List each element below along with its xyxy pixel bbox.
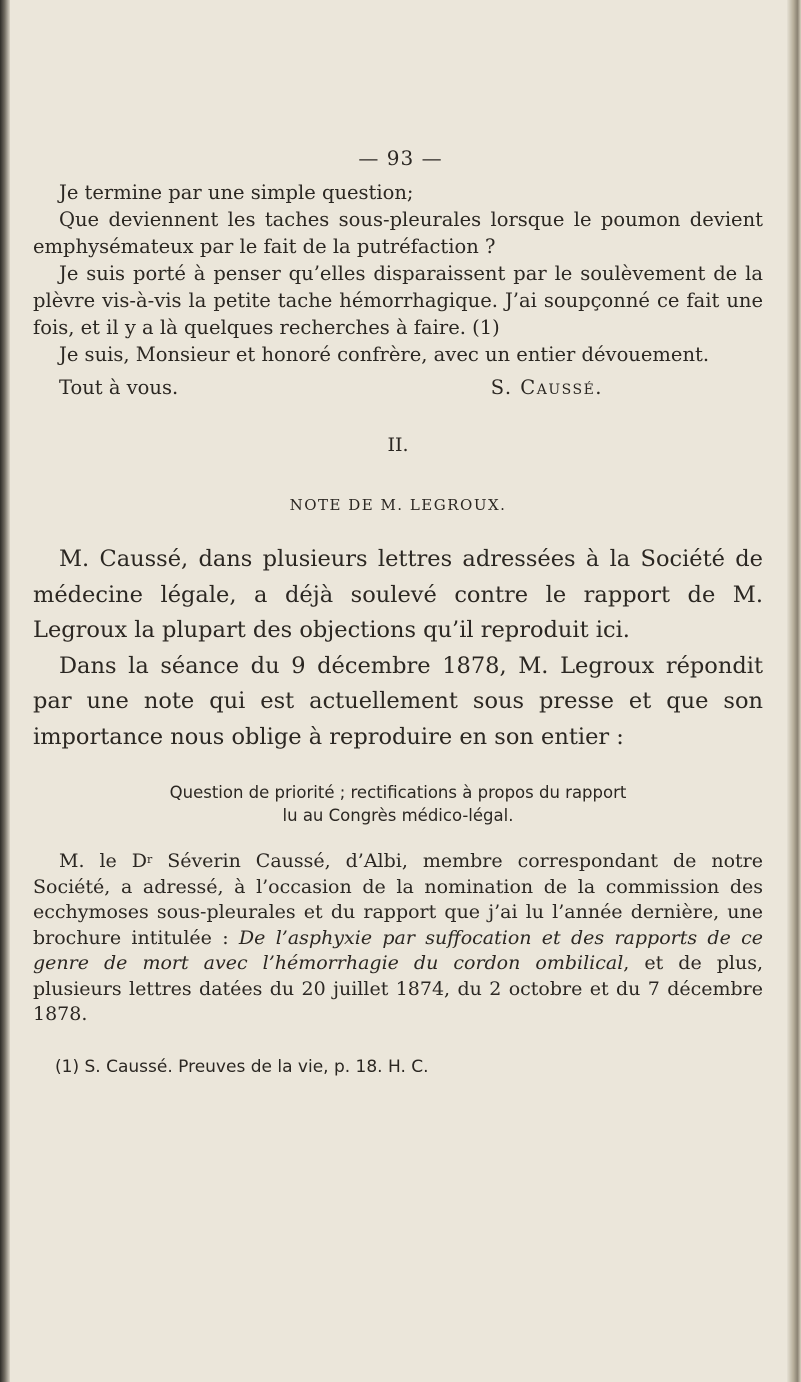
quoted-paragraph (33, 849, 763, 1028)
page-edge-shadow-right (787, 0, 801, 1382)
letter-paragraph: Je suis porté à penser qu’elles disparaissent par le soulèvement de la plèvre vis-à-vis la petite tache hémorrhagique. J’ai soupçonné ce fait une fois, et il y a là quelques recherches à faire. (1) (33, 262, 763, 339)
quote-heading-line: Question de priorité ; rectifications à propos du rapport (169, 783, 627, 802)
letter-paragraph: Que deviennent les taches sous-pleurales lorsque le poumon devient emphysémateux par le fait de la putréfaction ? (33, 208, 763, 258)
letter-author: S. Caussé. (490, 376, 603, 399)
quote-text-end: , et de plus, plusieurs lettres datées du 20 juillet 1874, du 2 octobre et du 7 décembre 1878. (33, 952, 763, 1025)
body-paragraph: M. Caussé, dans plusieurs lettres adressées à la Société de médecine légale, a déjà soulevé contre le rapport de M. Legroux la plupart des objections qu’il reproduit ici. (33, 546, 763, 643)
body-paragraph: Dans la séance du 9 décembre 1878, M. Legroux répondit par une note qui est actuellement sous presse et que son importance nous oblige à reproduire en son entier : (33, 652, 763, 750)
page-text (33, 179, 763, 1078)
page-edge-shadow-left (0, 0, 10, 1382)
section-body (33, 542, 763, 755)
footnote: (1) S. Caussé. Preuves de la vie, p. 18. H. C. (55, 1056, 429, 1077)
section-numeral: II. (387, 434, 409, 456)
letter-closing: Tout à vous. (59, 376, 179, 399)
quote-heading-line: lu au Congrès médico-légal. (282, 806, 514, 825)
page-number: — 93 — (358, 146, 443, 170)
quote-text-mid: Séverin Caussé, d’Albi, membre correspondant de notre Société, a adressé, à l’occasion de la nomination de la commission des ecchymoses sous-pleurales et du rapport que j’ai lu l’année dernière, une brochure intitulée : (33, 850, 763, 949)
quote-heading (33, 781, 763, 827)
letter-paragraph: Je suis, Monsieur et honoré confrère, avec un entier dévouement. (59, 343, 710, 366)
section-title: NOTE DE M. LEGROUX. (289, 496, 507, 514)
quote-text-start: M. le D (59, 850, 147, 872)
signature-row (33, 374, 763, 401)
brochure-title: De l’asphyxie par suffocation et des rapports de ce genre de mort avec l’hémorrhagie du cordon ombilical (33, 926, 764, 974)
letter-paragraph: Je termine par une simple question; (59, 181, 414, 204)
doctor-abbrev-sup: r (146, 853, 153, 866)
